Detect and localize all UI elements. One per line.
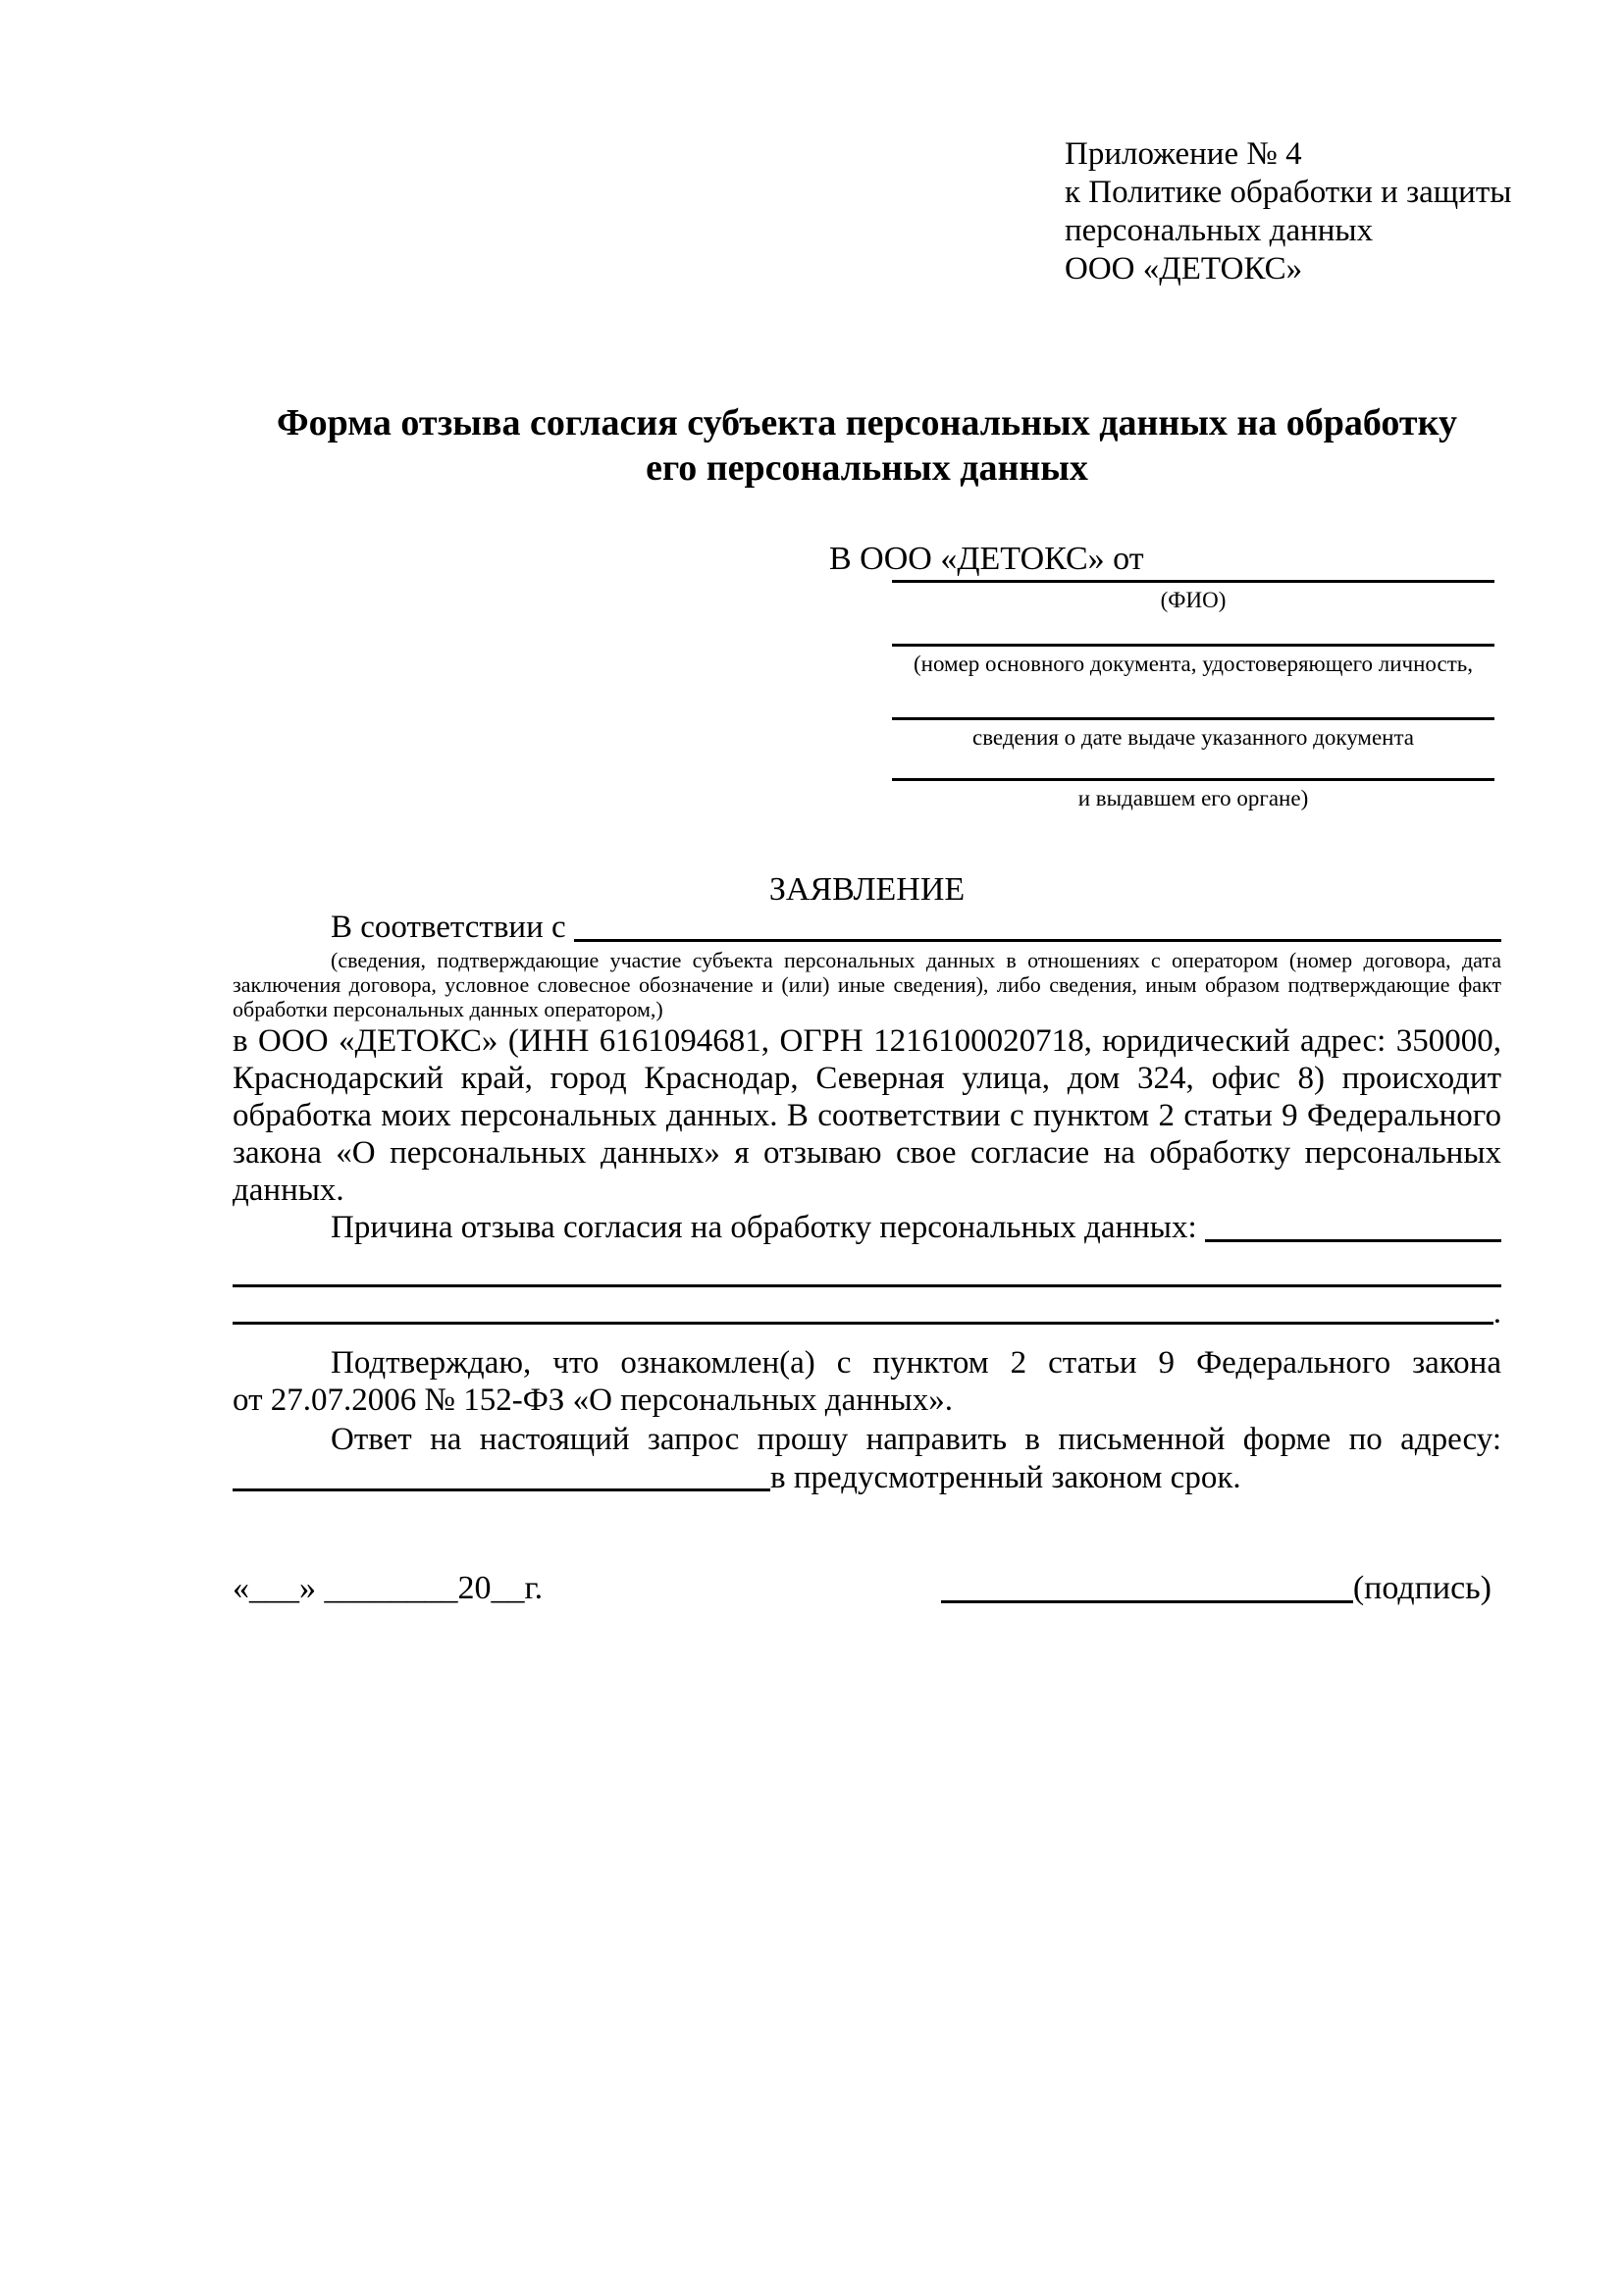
reason-line xyxy=(233,1207,1501,1248)
appendix-header xyxy=(1065,135,1511,288)
body-line: Краснодарский край, город Краснодар, Северная улица, дом 324, офис 8) происходит xyxy=(233,1061,1501,1096)
document-number-field-caption: (номер основного документа, удостоверяющего личность, xyxy=(913,652,1473,676)
addressee-intro: В ООО «ДЕТОКС» от xyxy=(829,541,1144,577)
response-request-line: Ответ на настоящий запрос прошу направить в письменной форме по адресу: xyxy=(331,1422,1501,1457)
document-title-line: его персональных данных xyxy=(646,447,1088,489)
response-address-line xyxy=(233,1458,1501,1497)
fio-field-caption: (ФИО) xyxy=(1160,588,1227,612)
fine-print xyxy=(233,948,1501,1021)
document-number-field-line xyxy=(892,644,1494,647)
body-line: данных. xyxy=(233,1173,344,1208)
body-paragraph xyxy=(233,1022,1501,1209)
confirm-line: от 27.07.2006 № 152-ФЗ «О персональных данных». xyxy=(233,1383,953,1418)
reason-trailing-period: . xyxy=(1492,1295,1501,1331)
body-line: закона «О персональных данных» я отзываю свое согласие на обработку персональных xyxy=(233,1135,1501,1171)
signature-blank-line xyxy=(941,1600,1353,1603)
fine-print-line: обработки персональных данных оператором,) xyxy=(233,997,663,1021)
issue-date-field-caption: сведения о дате выдаче указанного документа xyxy=(971,725,1415,750)
date-signature-row xyxy=(233,1568,1492,1609)
appendix-header-line: к Политике обработки и защиты xyxy=(1065,175,1512,210)
address-blank-line xyxy=(233,1488,770,1491)
issuing-authority-field-line xyxy=(892,778,1494,781)
reason-blank-line xyxy=(1205,1239,1501,1242)
reason-label: Причина отзыва согласия на обработку персональных данных: xyxy=(331,1210,1197,1245)
confirm-paragraph xyxy=(233,1344,1501,1419)
fine-print-line: заключения договора, условное словесное обозначение и (или) иные сведения), либо сведения, иным образом подтверждающие факт xyxy=(233,972,1501,997)
fine-print-line: (сведения, подтверждающие участие субъекта персональных данных в отношениях с оператором (номер договора, дата xyxy=(331,948,1501,972)
accordance-blank-line xyxy=(574,939,1501,942)
issuing-authority-field-caption: и выдавшем его органе) xyxy=(1077,786,1309,810)
reason-blank-line-2 xyxy=(233,1284,1501,1287)
signature-caption: (подпись) xyxy=(1352,1570,1492,1606)
body-line: обработка моих персональных данных. В соответствии с пунктом 2 статьи 9 Федерального xyxy=(233,1098,1501,1133)
document-title-line: Форма отзыва согласия субъекта персональных данных на обработку xyxy=(277,402,1457,444)
response-paragraph xyxy=(233,1421,1501,1497)
reason-blank-line-3-rule xyxy=(233,1322,1493,1325)
response-suffix: в предусмотренный законом срок. xyxy=(770,1460,1241,1495)
signature-group xyxy=(941,1568,1492,1609)
document-title xyxy=(233,400,1501,491)
fio-field-line xyxy=(892,580,1494,583)
reason-blank-line-3 xyxy=(233,1295,1501,1331)
accordance-prefix: В соответствии с xyxy=(331,910,566,945)
issue-date-field-line xyxy=(892,717,1494,720)
body-line: в ООО «ДЕТОКС» (ИНН 6161094681, ОГРН 1216100020718, юридический адрес: 350000, xyxy=(233,1023,1501,1059)
confirm-line: Подтверждаю, что ознакомлен(а) с пунктом 2 статьи 9 Федерального закона xyxy=(331,1345,1501,1381)
statement-heading: ЗАЯВЛЕНИЕ xyxy=(768,871,966,908)
appendix-header-line: Приложение № 4 xyxy=(1065,136,1302,172)
date-blank: «___» ________20__г. xyxy=(233,1570,544,1606)
accordance-line xyxy=(233,907,1501,948)
appendix-header-line: персональных данных xyxy=(1065,213,1374,248)
appendix-header-line: ООО «ДЕТОКС» xyxy=(1065,251,1303,287)
